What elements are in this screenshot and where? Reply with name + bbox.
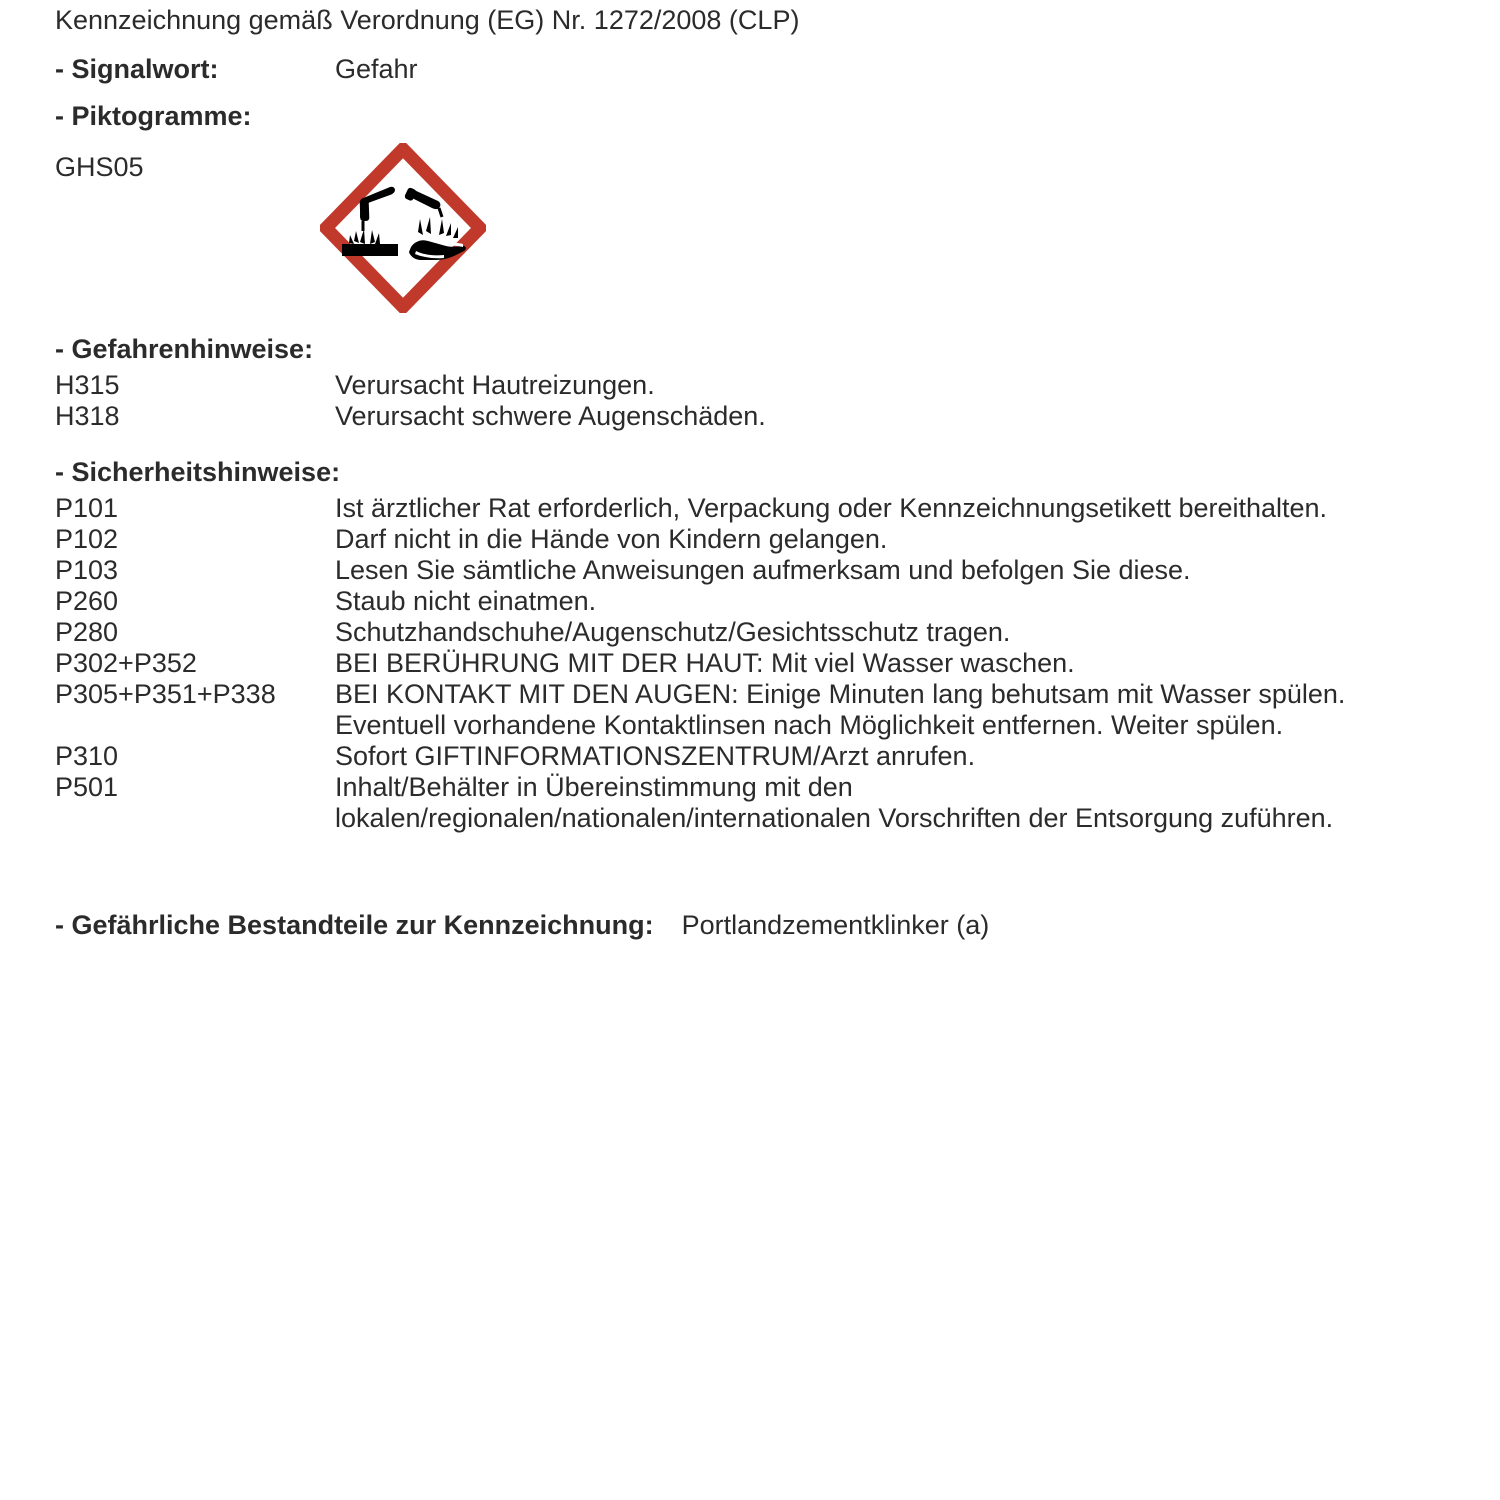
ghs-code-label: GHS05: [55, 152, 144, 182]
precautionary-code: P260: [55, 586, 119, 616]
precautionary-text: BEI KONTAKT MIT DEN AUGEN: Einige Minuten lang behutsam mit Wasser spülen. Eventuell vorhandene Kontaktlinsen nach Möglichkeit entfernen. Weiter spülen.: [335, 679, 1346, 740]
precautionary-text: Lesen Sie sämtliche Anweisungen aufmerksam und befolgen Sie diese.: [335, 555, 1191, 585]
hazard-statement-row: [55, 401, 1385, 432]
precautionary-statement-row: [55, 679, 1385, 741]
precautionary-code: P103: [55, 555, 119, 585]
precautionary-statement-row: [55, 648, 1385, 679]
signal-word-label: - Signalwort:: [55, 54, 219, 84]
hazard-code: H318: [55, 401, 120, 431]
precautionary-text: Inhalt/Behälter in Übereinstimmung mit den lokalen/regionalen/nationalen/internationalen Vorschriften der Entsorgung zuführen.: [335, 772, 1334, 833]
hazard-text: Verursacht schwere Augenschäden.: [335, 401, 766, 431]
precautionary-statement-row: [55, 741, 1385, 772]
ghs05-corrosion-pictogram: [320, 143, 486, 313]
precautionary-statements-heading: - Sicherheitshinweise:: [55, 457, 341, 487]
hazardous-components-value: Portlandzementklinker (a): [681, 910, 990, 940]
precautionary-code: P302+P352: [55, 648, 197, 678]
regulation-intro-line: Kennzeichnung gemäß Verordnung (EG) Nr. 1272/2008 (CLP): [55, 5, 800, 35]
hazardous-components-row: [55, 908, 989, 942]
precautionary-text: Ist ärztlicher Rat erforderlich, Verpackung oder Kennzeichnungsetikett bereithalten.: [335, 493, 1328, 523]
pictograms-heading: - Piktogramme:: [55, 101, 252, 131]
precautionary-statement-row: [55, 524, 1385, 555]
signal-word-row: [55, 52, 418, 86]
precautionary-text: Schutzhandschuhe/Augenschutz/Gesichtsschutz tragen.: [335, 617, 1011, 647]
hazard-text: Verursacht Hautreizungen.: [335, 370, 655, 400]
precautionary-code: P310: [55, 741, 119, 771]
precautionary-statement-row: [55, 493, 1385, 524]
precautionary-code: P305+P351+P338: [55, 679, 276, 709]
precautionary-code: P101: [55, 493, 119, 523]
hazard-statements-heading: - Gefahrenhinweise:: [55, 334, 314, 364]
precautionary-text: Sofort GIFTINFORMATIONSZENTRUM/Arzt anrufen.: [335, 741, 976, 771]
hazard-code: H315: [55, 370, 120, 400]
precautionary-code: P501: [55, 772, 119, 802]
hazard-statement-row: [55, 370, 1385, 401]
precautionary-statement-row: [55, 617, 1385, 648]
precautionary-code: P280: [55, 617, 119, 647]
hazard-statements-list: [55, 370, 1385, 432]
precautionary-text: Darf nicht in die Hände von Kindern gelangen.: [335, 524, 888, 554]
precautionary-text: Staub nicht einatmen.: [335, 586, 597, 616]
hazardous-components-label: - Gefährliche Bestandteile zur Kennzeichnung:: [55, 910, 654, 940]
signal-word-value: Gefahr: [335, 54, 418, 84]
precautionary-statement-row: [55, 772, 1385, 834]
precautionary-statement-row: [55, 555, 1385, 586]
precautionary-text: BEI BERÜHRUNG MIT DER HAUT: Mit viel Wasser waschen.: [335, 648, 1075, 678]
precautionary-statement-row: [55, 586, 1385, 617]
precautionary-code: P102: [55, 524, 119, 554]
precautionary-statements-list: [55, 493, 1385, 834]
